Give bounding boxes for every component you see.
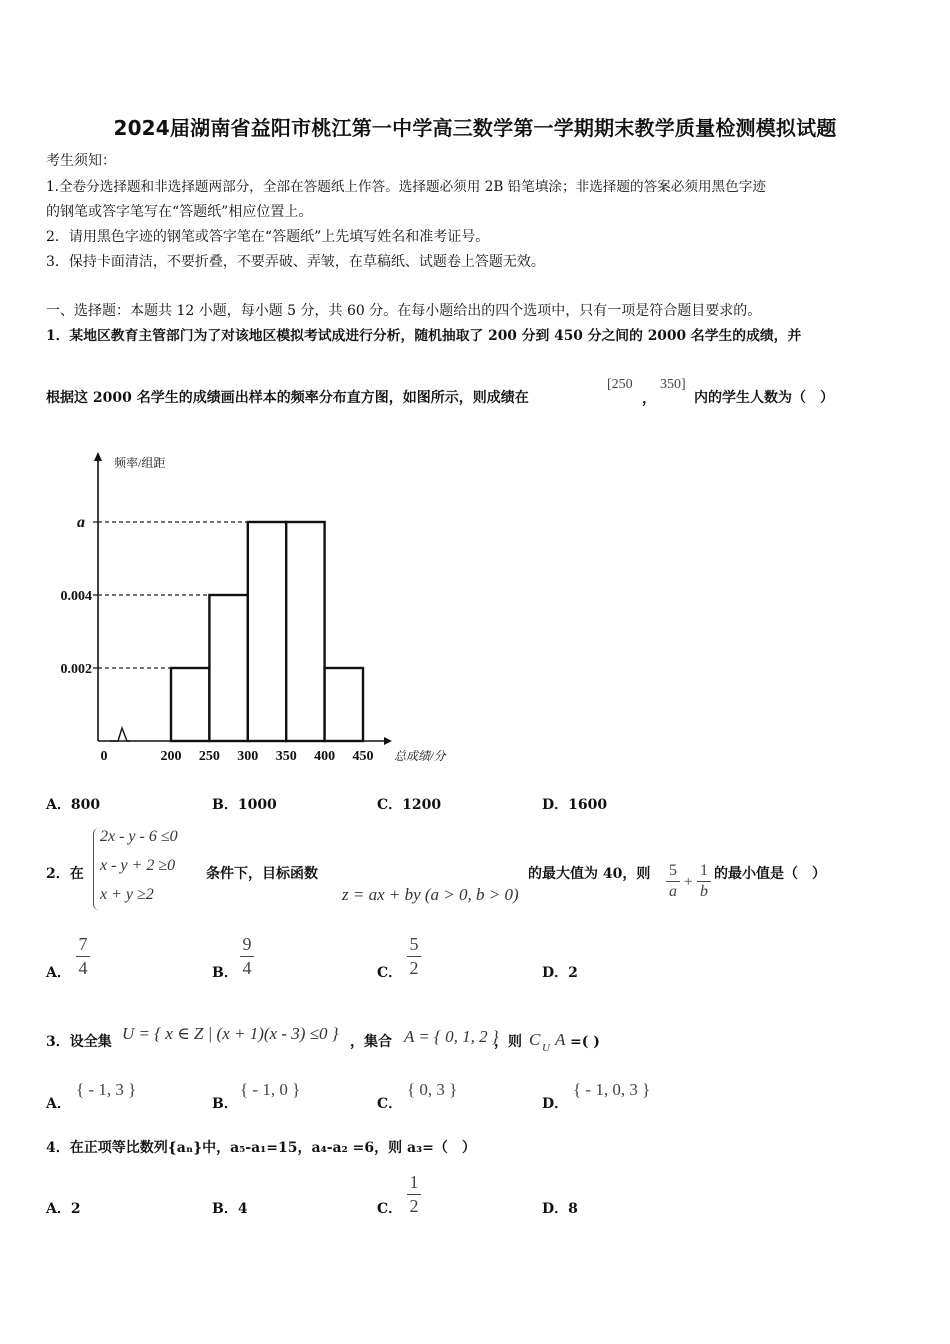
q3-option-b-value: { - 1, 0 } (240, 1080, 301, 1099)
q2-option-a-fraction: 7 4 (76, 934, 90, 979)
x-tick-label: 450 (352, 749, 374, 764)
q4-option-d[interactable]: D．8 (542, 1201, 578, 1217)
q2-mid: 条件下，目标函数 (206, 866, 318, 882)
q3-option-a[interactable]: A． (46, 1096, 71, 1112)
q1-interval-right: 350] (660, 377, 686, 392)
q2-option-b[interactable]: B． (212, 965, 238, 981)
q4-option-c-fraction: 1 2 (407, 1172, 421, 1217)
q3-complement-subscript: U (542, 1042, 550, 1054)
q1-option-b[interactable]: B．1000 (212, 797, 277, 813)
q2-constraint-3: x + y ≥2 (100, 886, 154, 903)
y-tick-label: 0.002 (60, 662, 92, 677)
y-tick-label: 0.004 (60, 589, 92, 604)
y-axis-title: 频率/组距 (114, 456, 166, 470)
q2-prefix: 2．在 (46, 866, 84, 882)
q2-constraint-1: 2x - y - 6 ≤0 (100, 828, 178, 845)
histogram-chart (40, 440, 480, 780)
q2-option-b-fraction: 9 4 (240, 934, 254, 979)
q2-plus: + (684, 874, 693, 890)
notice-line-2: 2．请用黑色字迹的钢笔或答字笔在“答题纸”上先填写姓名和准考证号。 (46, 229, 490, 245)
notice-line-3: 3．保持卡面清洁，不要折叠，不要弄破、弄皱，在草稿纸、试题卷上答题无效。 (46, 254, 545, 270)
histogram-bar (209, 595, 247, 741)
x-tick-label: 400 (314, 749, 336, 764)
q4-option-b[interactable]: B．4 (212, 1201, 248, 1217)
q2-constraint-2: x - y + 2 ≥0 (100, 857, 176, 874)
q1-option-d[interactable]: D．1600 (542, 797, 608, 813)
q2-after: 的最大值为 40，则 (528, 866, 651, 882)
x-axis-title: 总成绩/分 (394, 749, 446, 763)
q1-interval-left: [250 (607, 377, 633, 392)
y-tick-label: a (77, 514, 85, 531)
notice-line-1a: 1.全卷分选择题和非选择题两部分，全部在答题纸上作答。选择题必须用 2B 铅笔填涂；非选择题的答案必须用黑色字迹 (46, 179, 766, 195)
histogram-bar (286, 522, 324, 741)
q3-option-b[interactable]: B． (212, 1096, 238, 1112)
q1-option-a[interactable]: A．800 (46, 797, 101, 813)
q2-option-c-fraction: 5 2 (407, 934, 421, 979)
histogram-bar (325, 668, 363, 741)
q3-set-a: A = { 0, 1, 2 } (404, 1027, 499, 1046)
axis-break (110, 728, 130, 741)
q3-complement-a: A (555, 1030, 566, 1049)
x-tick-label: 200 (160, 749, 182, 764)
q2-fraction-1-over-b: 1 b (697, 862, 711, 901)
notice-line-1b: 的钢笔或答字笔写在“答题纸”相应位置上。 (46, 204, 313, 220)
q1-comma: ， (642, 391, 656, 407)
notice-heading: 考生须知： (46, 153, 116, 169)
q1-option-c[interactable]: C．1200 (377, 797, 442, 813)
q4-option-c[interactable]: C． (377, 1201, 403, 1217)
q3-option-c[interactable]: C． (377, 1096, 403, 1112)
y-axis-arrow (94, 452, 102, 461)
q2-option-d[interactable]: D．2 (542, 965, 578, 981)
q1-line-2a: 根据这 2000 名学生的成绩画出样本的频率分布直方图，如图所示，则成绩在 (46, 390, 529, 406)
q3-mid: ，集合 (350, 1034, 392, 1050)
q3-tail: =( ) (570, 1034, 600, 1050)
x-tick-label: 250 (198, 749, 220, 764)
q2-objective: z = ax + by (a > 0, b > 0) (342, 885, 519, 904)
q4-text: 4．在正项等比数列{aₙ}中，a₅-a₁=15，a₄-a₂ =6，则 a₃=（ ） (46, 1140, 476, 1156)
q3-prefix: 3．设全集 (46, 1034, 112, 1050)
q1-line-2b: 内的学生人数为（ ） (694, 390, 834, 406)
q2-brace (93, 828, 100, 910)
histogram-bar (171, 668, 209, 741)
q3-then: ，则 (494, 1034, 522, 1050)
x-axis-arrow (384, 737, 392, 745)
q3-option-a-value: { - 1, 3 } (76, 1080, 137, 1099)
q2-option-c[interactable]: C． (377, 965, 403, 981)
q4-option-a[interactable]: A．2 (46, 1201, 81, 1217)
q3-option-c-value: { 0, 3 } (407, 1080, 458, 1099)
q3-set-u: U = { x ∈ Z | (x + 1)(x - 3) ≤0 } (122, 1024, 339, 1043)
histogram-bar (248, 522, 286, 741)
x-origin-label: 0 (100, 749, 108, 764)
q2-tail: 的最小值是（ ） (714, 866, 826, 882)
q3-option-d-value: { - 1, 0, 3 } (573, 1080, 651, 1099)
q2-fraction-5-over-a: 5 a (666, 862, 680, 901)
x-tick-label: 350 (275, 749, 297, 764)
q3-option-d[interactable]: D． (542, 1096, 569, 1112)
q1-line-1: 1．某地区教育主管部门为了对该地区模拟考试成进行分析，随机抽取了 200 分到 450 分之间的 2000 名学生的成绩，并 (46, 328, 802, 344)
q2-option-a[interactable]: A． (46, 965, 71, 981)
section-heading: 一、选择题：本题共 12 小题，每小题 5 分，共 60 分。在每小题给出的四个选项中，只有一项是符合题目要求的。 (46, 303, 762, 319)
q3-complement-symbol: C (529, 1030, 541, 1049)
x-tick-label: 300 (237, 749, 259, 764)
page-title: 2024届湖南省益阳市桃江第一中学高三数学第一学期期末教学质量检测模拟试题 (113, 116, 837, 140)
